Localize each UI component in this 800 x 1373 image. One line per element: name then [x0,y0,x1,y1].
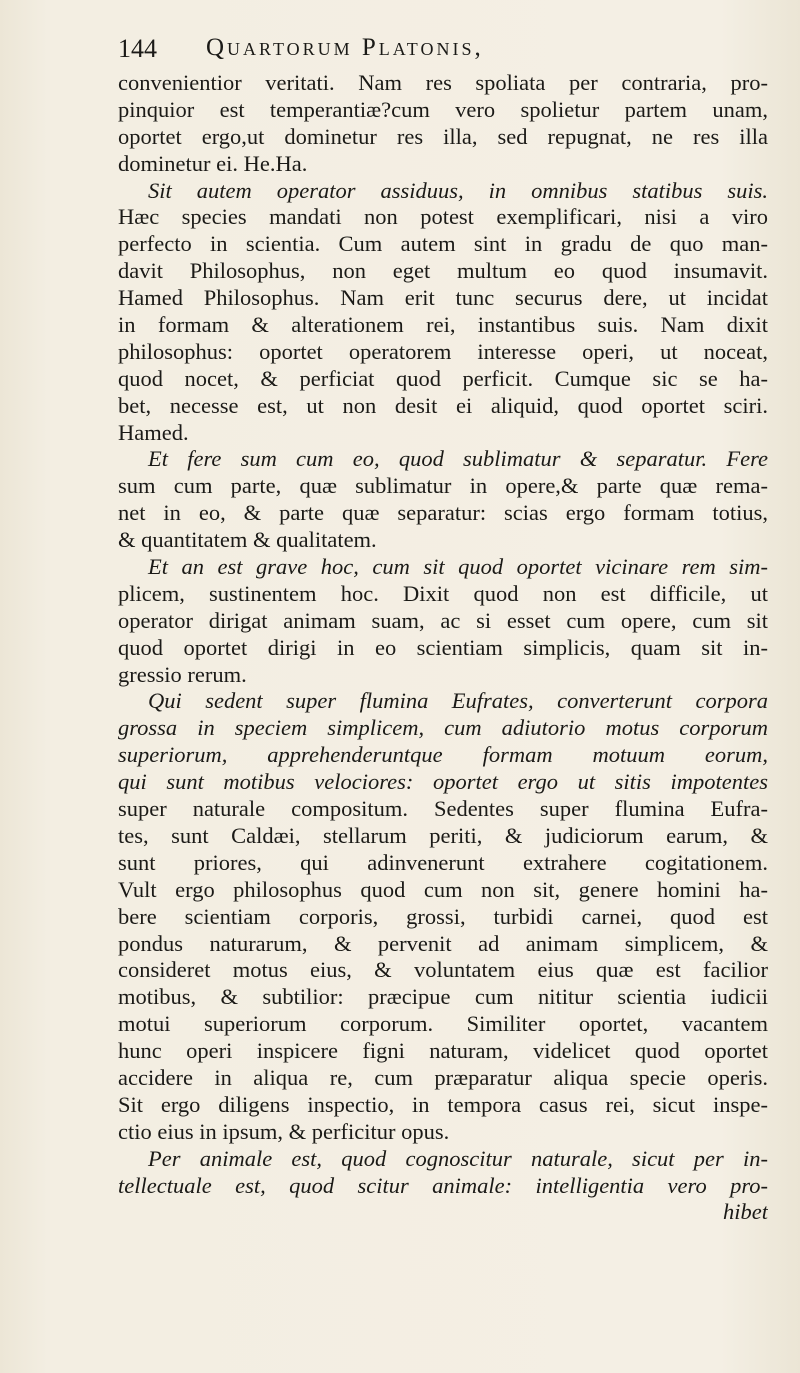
text-line: Hamed. [118,419,189,445]
text-line: Sit autem operator assiduus, in omnibus statibus suis. [148,177,768,203]
text-line: grossa in speciem simplicem, cum adiutorio motus corporum [118,715,768,741]
text-line: tes, sunt Caldæi, stellarum periti, & judiciorum earum, & [118,822,768,848]
text-line: ctio eius in ipsum, & perficitur opus. [118,1118,450,1144]
text-line: in formam & alterationem rei, instantibus suis. Nam dixit [118,312,768,338]
text-line: & quantitatem & qualitatem. [118,527,377,553]
text-line: net in eo, & parte quæ separatur: scias ergo formam totius, [118,500,768,526]
text-line: bere scientiam corporis, grossi, turbidi carnei, quod est [118,903,768,929]
text-line: convenientior veritati. Nam res spoliata per contraria, pro- [118,70,768,95]
text-line: Sit ergo diligens inspectio, in tempora casus rei, sicut inspe- [118,1091,768,1117]
text-line: Hamed Philosophus. Nam erit tunc securus dere, ut incidat [118,285,768,311]
text-line: oportet ergo,ut dominetur res illa, sed repugnat, ne res illa [118,123,768,149]
text-line: pondus naturarum, & pervenit ad animam simplicem, & [118,930,768,956]
text-line: superiorum, apprehenderuntque formam motuum eorum, [118,742,768,768]
running-title: Quartorum Platonis, [206,34,484,61]
body-text [118,70,768,1226]
text-line: sunt priores, qui adinvenerunt extrahere cogitationem. [118,849,768,875]
text-line: motibus, & subtilior: præcipue cum nititur scientia iudicii [118,984,768,1010]
text-line: pinquior est temperantiæ?cum vero spolietur partem unam, [118,96,768,122]
text-line: accidere in aliqua re, cum præparatur aliqua specie operis. [118,1064,768,1090]
text-line: tellectuale est, quod scitur animale: intelligentia vero pro- [118,1172,768,1198]
text-line: quod oportet dirigi in eo scientiam simplicis, quam sit in- [118,634,768,660]
text-line: Vult ergo philosophus quod cum non sit, genere homini ha- [118,876,768,902]
text-line: super naturale compositum. Sedentes super flumina Eufra- [118,796,768,822]
page-number: 144 [118,34,157,63]
text-line: hibet [723,1199,768,1225]
text-line: davit Philosophus, non eget multum eo quod insumavit. [118,258,768,284]
text-line: plicem, sustinentem hoc. Dixit quod non est difficile, ut [118,580,768,606]
text-line: quod nocet, & perficiat quod perficit. Cumque sic se ha- [118,365,768,391]
text-line: Qui sedent super flumina Eufrates, converterunt corpora [148,688,768,714]
text-line: dominetur ei. He.Ha. [118,150,308,176]
text-line: sum cum parte, quæ sublimatur in opere,& parte quæ rema- [118,473,768,499]
text-line: Et fere sum cum eo, quod sublimatur & separatur. Fere [148,446,768,472]
page-header [118,34,698,68]
text-line: operator dirigat animam suam, ac si esset cum opere, cum sit [118,607,768,633]
text-line: philosophus: oportet operatorem interesse operi, ut noceat, [118,338,768,364]
text-line: motui superiorum corporum. Similiter oportet, vacantem [118,1011,768,1037]
text-line: consideret motus eius, & voluntatem eius quæ est facilior [118,957,768,983]
text-line: perfecto in scientia. Cum autem sint in gradu de quo man- [118,231,768,257]
text-line: gressio rerum. [118,661,247,687]
text-line: qui sunt motibus velociores: oportet ergo ut sitis impotentes [118,769,768,795]
text-line: hunc operi inspicere figni naturam, videlicet quod oportet [118,1038,768,1064]
text-line: Per animale est, quod cognoscitur naturale, sicut per in- [148,1145,768,1171]
text-line: Et an est grave hoc, cum sit quod oportet vicinare rem sim- [148,554,768,580]
text-line: bet, necesse est, ut non desit ei aliquid, quod oportet sciri. [118,392,768,418]
text-line: Hæc species mandati non potest exemplificari, nisi a viro [118,204,768,230]
